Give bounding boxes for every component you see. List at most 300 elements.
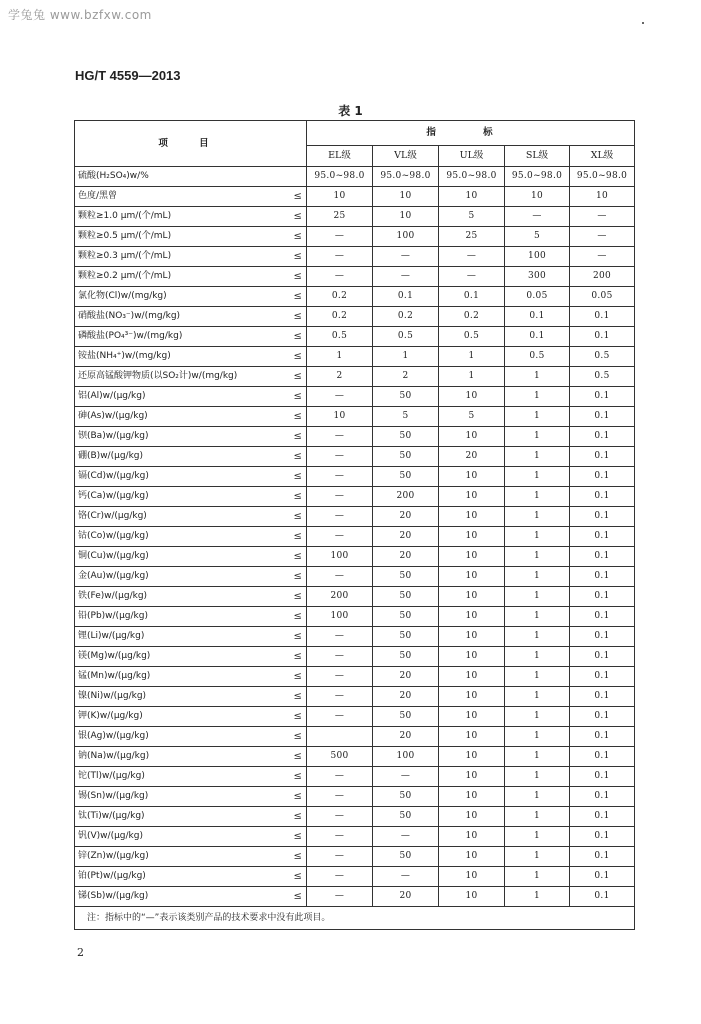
- value-cell: —: [307, 627, 373, 647]
- value-cell: 0.5: [373, 327, 439, 347]
- table-row: [75, 807, 635, 827]
- table-row: [75, 847, 635, 867]
- table-body: [75, 167, 635, 907]
- comparison-operator: ≤: [290, 687, 307, 707]
- value-cell: 2: [373, 367, 439, 387]
- item-name: 氯化物(Cl)w/(mg/kg): [75, 287, 290, 307]
- table-row: [75, 827, 635, 847]
- value-cell: 1: [505, 867, 570, 887]
- value-cell: 1: [505, 887, 570, 907]
- value-cell: 20: [439, 447, 505, 467]
- value-cell: 50: [373, 707, 439, 727]
- value-cell: —: [307, 527, 373, 547]
- value-cell: —: [373, 827, 439, 847]
- value-cell: —: [307, 827, 373, 847]
- value-cell: 5: [373, 407, 439, 427]
- value-cell: 100: [373, 227, 439, 247]
- value-cell: 1: [505, 547, 570, 567]
- value-cell: 0.05: [570, 287, 635, 307]
- value-cell: —: [373, 767, 439, 787]
- item-name: 砷(As)w/(μg/kg): [75, 407, 290, 427]
- comparison-operator: ≤: [290, 507, 307, 527]
- value-cell: 20: [373, 687, 439, 707]
- table-row: [75, 167, 635, 187]
- value-cell: 1: [505, 507, 570, 527]
- table-row: [75, 627, 635, 647]
- comparison-operator: ≤: [290, 547, 307, 567]
- value-cell: —: [307, 227, 373, 247]
- header-index: 指 标: [307, 121, 635, 146]
- value-cell: 10: [439, 427, 505, 447]
- comparison-operator: ≤: [290, 527, 307, 547]
- value-cell: 1: [505, 387, 570, 407]
- value-cell: 1: [505, 467, 570, 487]
- value-cell: 0.1: [570, 847, 635, 867]
- value-cell: 5: [439, 207, 505, 227]
- value-cell: 100: [307, 547, 373, 567]
- value-cell: —: [307, 787, 373, 807]
- item-name: 镍(Ni)w/(μg/kg): [75, 687, 290, 707]
- value-cell: 95.0~98.0: [439, 167, 505, 187]
- value-cell: 0.5: [307, 327, 373, 347]
- item-name: 镉(Cd)w/(μg/kg): [75, 467, 290, 487]
- item-name: 颗粒≥0.3 μm/(个/mL): [75, 247, 290, 267]
- table-row: [75, 507, 635, 527]
- comparison-operator: ≤: [290, 307, 307, 327]
- table-row: [75, 207, 635, 227]
- value-cell: 10: [439, 487, 505, 507]
- table-row: [75, 487, 635, 507]
- value-cell: 10: [439, 187, 505, 207]
- table-title: 表 1: [338, 104, 363, 118]
- value-cell: 5: [439, 407, 505, 427]
- value-cell: —: [307, 487, 373, 507]
- value-cell: 0.1: [439, 287, 505, 307]
- table-row: [75, 307, 635, 327]
- value-cell: —: [307, 447, 373, 467]
- table-row: [75, 407, 635, 427]
- value-cell: 1: [505, 587, 570, 607]
- value-cell: 10: [439, 647, 505, 667]
- item-name: 磷酸盐(PO₄³⁻)w/(mg/kg): [75, 327, 290, 347]
- item-name: 颗粒≥1.0 μm/(个/mL): [75, 207, 290, 227]
- item-name: 铂(Pt)w/(μg/kg): [75, 867, 290, 887]
- scan-dot: [642, 22, 644, 24]
- value-cell: 1: [505, 747, 570, 767]
- value-cell: 1: [307, 347, 373, 367]
- header-grade-el: EL级: [307, 146, 373, 167]
- table-row: [75, 367, 635, 387]
- value-cell: 1: [373, 347, 439, 367]
- value-cell: 5: [505, 227, 570, 247]
- item-name: 铅(Pb)w/(μg/kg): [75, 607, 290, 627]
- value-cell: 1: [505, 707, 570, 727]
- item-name: 锑(Sb)w/(μg/kg): [75, 887, 290, 907]
- value-cell: 50: [373, 427, 439, 447]
- value-cell: 1: [505, 807, 570, 827]
- value-cell: 50: [373, 647, 439, 667]
- value-cell: 0.1: [570, 407, 635, 427]
- value-cell: 10: [439, 707, 505, 727]
- specification-table: [74, 120, 635, 930]
- item-name: 硝酸盐(NO₃⁻)w/(mg/kg): [75, 307, 290, 327]
- comparison-operator: [290, 167, 307, 187]
- value-cell: 50: [373, 447, 439, 467]
- table-row: [75, 607, 635, 627]
- value-cell: 0.5: [570, 367, 635, 387]
- value-cell: 1: [505, 827, 570, 847]
- item-name: 铬(Cr)w/(μg/kg): [75, 507, 290, 527]
- value-cell: 0.2: [373, 307, 439, 327]
- value-cell: 1: [505, 787, 570, 807]
- comparison-operator: ≤: [290, 347, 307, 367]
- value-cell: 0.1: [570, 487, 635, 507]
- table-row: [75, 287, 635, 307]
- value-cell: 1: [439, 367, 505, 387]
- comparison-operator: ≤: [290, 447, 307, 467]
- table-row: [75, 727, 635, 747]
- table-row: [75, 227, 635, 247]
- value-cell: 1: [505, 847, 570, 867]
- value-cell: 1: [505, 367, 570, 387]
- value-cell: 0.1: [570, 727, 635, 747]
- page-number: 2: [77, 946, 84, 959]
- value-cell: —: [439, 247, 505, 267]
- table-row: [75, 667, 635, 687]
- comparison-operator: ≤: [290, 587, 307, 607]
- value-cell: —: [307, 687, 373, 707]
- comparison-operator: ≤: [290, 787, 307, 807]
- item-name: 钠(Na)w/(μg/kg): [75, 747, 290, 767]
- value-cell: 10: [439, 807, 505, 827]
- table-row: [75, 267, 635, 287]
- value-cell: —: [307, 867, 373, 887]
- comparison-operator: ≤: [290, 367, 307, 387]
- value-cell: 0.1: [570, 507, 635, 527]
- table-row: [75, 427, 635, 447]
- value-cell: —: [307, 647, 373, 667]
- item-name: 金(Au)w/(μg/kg): [75, 567, 290, 587]
- value-cell: 1: [505, 607, 570, 627]
- value-cell: 20: [373, 507, 439, 527]
- comparison-operator: ≤: [290, 847, 307, 867]
- value-cell: 95.0~98.0: [307, 167, 373, 187]
- value-cell: 2: [307, 367, 373, 387]
- header-grade-vl: VL级: [373, 146, 439, 167]
- value-cell: 1: [505, 427, 570, 447]
- comparison-operator: ≤: [290, 207, 307, 227]
- value-cell: 20: [373, 667, 439, 687]
- item-name: 颗粒≥0.2 μm/(个/mL): [75, 267, 290, 287]
- value-cell: 20: [373, 727, 439, 747]
- table-row: [75, 747, 635, 767]
- value-cell: 10: [570, 187, 635, 207]
- table-row: [75, 347, 635, 367]
- value-cell: 10: [439, 827, 505, 847]
- item-name: 钴(Co)w/(μg/kg): [75, 527, 290, 547]
- item-name: 还原高锰酸钾物质(以SO₂计)w/(mg/kg): [75, 367, 290, 387]
- comparison-operator: ≤: [290, 247, 307, 267]
- value-cell: 0.2: [307, 287, 373, 307]
- comparison-operator: ≤: [290, 767, 307, 787]
- value-cell: —: [307, 247, 373, 267]
- item-name: 硫酸(H₂SO₄)w/%: [75, 167, 290, 187]
- table-row: [75, 687, 635, 707]
- value-cell: 1: [505, 727, 570, 747]
- value-cell: 1: [505, 687, 570, 707]
- value-cell: 0.1: [570, 327, 635, 347]
- value-cell: —: [307, 807, 373, 827]
- value-cell: 10: [505, 187, 570, 207]
- comparison-operator: ≤: [290, 287, 307, 307]
- header-grade-xl: XL级: [570, 146, 635, 167]
- comparison-operator: ≤: [290, 747, 307, 767]
- comparison-operator: ≤: [290, 387, 307, 407]
- value-cell: 10: [439, 867, 505, 887]
- comparison-operator: ≤: [290, 727, 307, 747]
- value-cell: —: [570, 207, 635, 227]
- value-cell: 10: [439, 727, 505, 747]
- comparison-operator: ≤: [290, 487, 307, 507]
- item-name: 镁(Mg)w/(μg/kg): [75, 647, 290, 667]
- value-cell: —: [307, 767, 373, 787]
- comparison-operator: ≤: [290, 327, 307, 347]
- item-name: 铝(Al)w/(μg/kg): [75, 387, 290, 407]
- value-cell: 10: [373, 207, 439, 227]
- item-name: 铁(Fe)w/(μg/kg): [75, 587, 290, 607]
- value-cell: 0.1: [570, 707, 635, 727]
- value-cell: 100: [505, 247, 570, 267]
- value-cell: —: [505, 207, 570, 227]
- standard-number: HG/T 4559—2013: [75, 68, 181, 83]
- value-cell: —: [373, 247, 439, 267]
- value-cell: 50: [373, 467, 439, 487]
- value-cell: 1: [505, 487, 570, 507]
- comparison-operator: ≤: [290, 267, 307, 287]
- value-cell: [307, 727, 373, 747]
- value-cell: 0.1: [570, 887, 635, 907]
- value-cell: 50: [373, 567, 439, 587]
- comparison-operator: ≤: [290, 427, 307, 447]
- value-cell: —: [307, 847, 373, 867]
- value-cell: 25: [307, 207, 373, 227]
- value-cell: 0.5: [505, 347, 570, 367]
- comparison-operator: ≤: [290, 187, 307, 207]
- value-cell: —: [570, 227, 635, 247]
- item-name: 颗粒≥0.5 μm/(个/mL): [75, 227, 290, 247]
- value-cell: —: [307, 427, 373, 447]
- value-cell: 1: [505, 447, 570, 467]
- table-row: [75, 187, 635, 207]
- value-cell: 50: [373, 807, 439, 827]
- value-cell: 10: [439, 667, 505, 687]
- item-name: 色度/黑曾: [75, 187, 290, 207]
- value-cell: 0.1: [570, 467, 635, 487]
- table-row: [75, 567, 635, 587]
- value-cell: 1: [505, 527, 570, 547]
- value-cell: 95.0~98.0: [505, 167, 570, 187]
- comparison-operator: ≤: [290, 807, 307, 827]
- item-name: 铵盐(NH₄⁺)w/(mg/kg): [75, 347, 290, 367]
- value-cell: 10: [439, 467, 505, 487]
- value-cell: 10: [439, 887, 505, 907]
- value-cell: 95.0~98.0: [570, 167, 635, 187]
- value-cell: 0.1: [505, 327, 570, 347]
- value-cell: 10: [439, 527, 505, 547]
- value-cell: 10: [439, 847, 505, 867]
- watermark: 学兔兔 www.bzfxw.com: [8, 8, 152, 22]
- value-cell: 1: [505, 407, 570, 427]
- value-cell: —: [570, 247, 635, 267]
- value-cell: —: [373, 867, 439, 887]
- value-cell: 50: [373, 627, 439, 647]
- value-cell: 0.1: [570, 647, 635, 667]
- value-cell: 0.1: [570, 587, 635, 607]
- value-cell: 0.2: [439, 307, 505, 327]
- item-name: 锡(Sn)w/(μg/kg): [75, 787, 290, 807]
- table-row: [75, 327, 635, 347]
- value-cell: 10: [439, 567, 505, 587]
- value-cell: 1: [505, 767, 570, 787]
- item-name: 钙(Ca)w/(μg/kg): [75, 487, 290, 507]
- value-cell: 0.1: [570, 547, 635, 567]
- comparison-operator: ≤: [290, 227, 307, 247]
- comparison-operator: ≤: [290, 467, 307, 487]
- value-cell: 0.1: [570, 807, 635, 827]
- value-cell: 50: [373, 387, 439, 407]
- value-cell: 0.1: [505, 307, 570, 327]
- value-cell: 200: [570, 267, 635, 287]
- table-row: [75, 447, 635, 467]
- value-cell: 0.1: [570, 827, 635, 847]
- value-cell: 100: [307, 607, 373, 627]
- value-cell: 20: [373, 527, 439, 547]
- comparison-operator: ≤: [290, 567, 307, 587]
- value-cell: 0.1: [570, 767, 635, 787]
- table-row: [75, 787, 635, 807]
- value-cell: 1: [505, 567, 570, 587]
- value-cell: 0.1: [570, 527, 635, 547]
- value-cell: 1: [505, 667, 570, 687]
- value-cell: —: [307, 887, 373, 907]
- value-cell: 10: [439, 547, 505, 567]
- comparison-operator: ≤: [290, 607, 307, 627]
- value-cell: 0.5: [439, 327, 505, 347]
- comparison-operator: ≤: [290, 407, 307, 427]
- item-name: 锰(Mn)w/(μg/kg): [75, 667, 290, 687]
- value-cell: —: [307, 567, 373, 587]
- value-cell: 10: [307, 407, 373, 427]
- value-cell: 10: [439, 507, 505, 527]
- note-row: [75, 907, 635, 930]
- value-cell: 0.5: [570, 347, 635, 367]
- value-cell: 0.2: [307, 307, 373, 327]
- value-cell: 20: [373, 547, 439, 567]
- table-row: [75, 887, 635, 907]
- comparison-operator: ≤: [290, 667, 307, 687]
- comparison-operator: ≤: [290, 867, 307, 887]
- value-cell: —: [307, 667, 373, 687]
- value-cell: 0.1: [570, 667, 635, 687]
- item-name: 钾(K)w/(μg/kg): [75, 707, 290, 727]
- header-grade-sl: SL级: [505, 146, 570, 167]
- header-item: 项 目: [75, 121, 307, 167]
- item-name: 铊(Tl)w/(μg/kg): [75, 767, 290, 787]
- value-cell: 10: [439, 627, 505, 647]
- item-name: 锌(Zn)w/(μg/kg): [75, 847, 290, 867]
- table-row: [75, 587, 635, 607]
- value-cell: 0.1: [570, 627, 635, 647]
- value-cell: 10: [439, 747, 505, 767]
- table-row: [75, 547, 635, 567]
- value-cell: 0.1: [570, 427, 635, 447]
- value-cell: —: [307, 707, 373, 727]
- value-cell: 200: [307, 587, 373, 607]
- value-cell: 1: [505, 647, 570, 667]
- value-cell: 1: [439, 347, 505, 367]
- value-cell: 0.05: [505, 287, 570, 307]
- value-cell: 10: [439, 687, 505, 707]
- value-cell: 100: [373, 747, 439, 767]
- item-name: 铜(Cu)w/(μg/kg): [75, 547, 290, 567]
- value-cell: 0.1: [570, 607, 635, 627]
- value-cell: 20: [373, 887, 439, 907]
- value-cell: —: [307, 467, 373, 487]
- value-cell: 0.1: [570, 867, 635, 887]
- value-cell: 10: [439, 607, 505, 627]
- table-row: [75, 867, 635, 887]
- item-name: 钡(Ba)w/(μg/kg): [75, 427, 290, 447]
- item-name: 银(Ag)w/(μg/kg): [75, 727, 290, 747]
- value-cell: 10: [439, 787, 505, 807]
- value-cell: 1: [505, 627, 570, 647]
- table-row: [75, 387, 635, 407]
- value-cell: —: [307, 267, 373, 287]
- header-grade-ul: UL级: [439, 146, 505, 167]
- value-cell: —: [307, 387, 373, 407]
- value-cell: 10: [439, 767, 505, 787]
- value-cell: 0.1: [570, 567, 635, 587]
- table-row: [75, 767, 635, 787]
- value-cell: 300: [505, 267, 570, 287]
- value-cell: 0.1: [570, 387, 635, 407]
- item-name: 锂(Li)w/(μg/kg): [75, 627, 290, 647]
- value-cell: 0.1: [570, 747, 635, 767]
- table-row: [75, 247, 635, 267]
- table-row: [75, 707, 635, 727]
- comparison-operator: ≤: [290, 887, 307, 907]
- value-cell: 10: [307, 187, 373, 207]
- table-row: [75, 647, 635, 667]
- value-cell: 0.1: [570, 447, 635, 467]
- header-row-index: [75, 121, 635, 146]
- value-cell: —: [439, 267, 505, 287]
- value-cell: 50: [373, 607, 439, 627]
- item-name: 硼(B)w/(μg/kg): [75, 447, 290, 467]
- value-cell: 0.1: [570, 307, 635, 327]
- value-cell: 200: [373, 487, 439, 507]
- table-row: [75, 467, 635, 487]
- value-cell: 50: [373, 587, 439, 607]
- value-cell: 50: [373, 847, 439, 867]
- value-cell: 25: [439, 227, 505, 247]
- value-cell: 10: [373, 187, 439, 207]
- item-name: 钛(Ti)w/(μg/kg): [75, 807, 290, 827]
- value-cell: 0.1: [570, 787, 635, 807]
- table-note: 注：指标中的“—”表示该类别产品的技术要求中没有此项目。: [75, 907, 635, 930]
- value-cell: 0.1: [373, 287, 439, 307]
- value-cell: —: [373, 267, 439, 287]
